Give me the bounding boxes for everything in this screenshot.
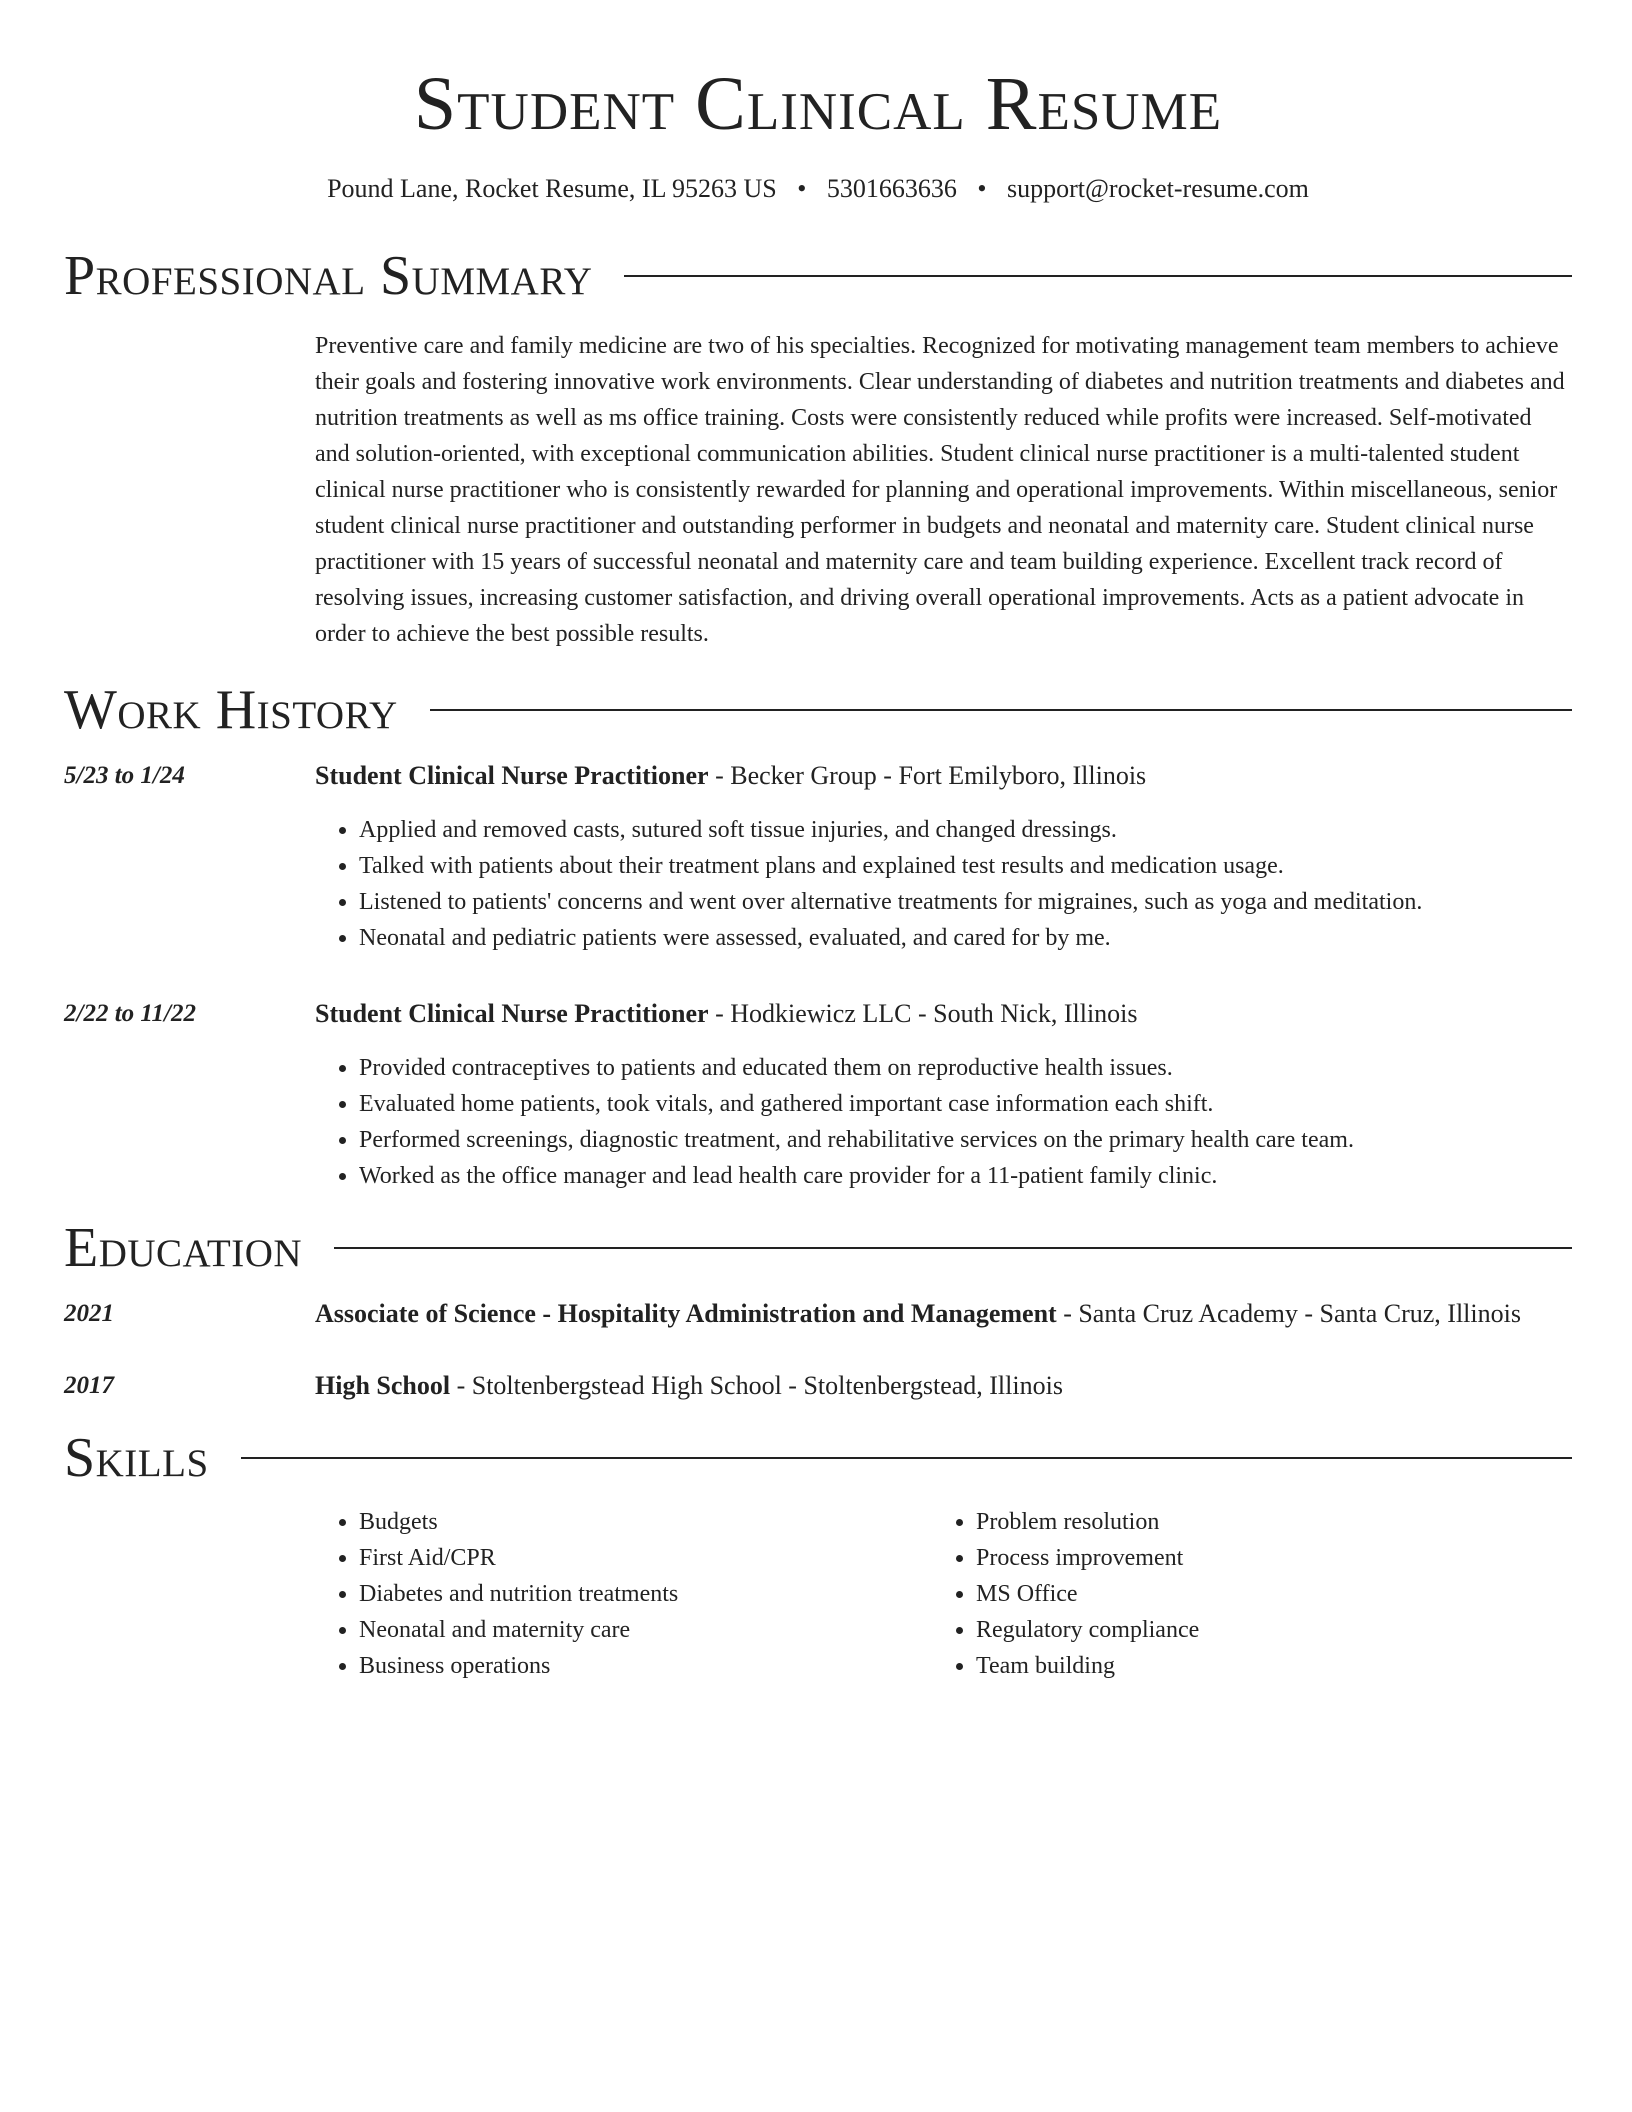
education-entry	[64, 1296, 1572, 1332]
skills-heading: Skills	[64, 1427, 209, 1489]
job-duties-list	[315, 812, 1572, 956]
education-title-line	[315, 1296, 1572, 1332]
job-title: Student Clinical Nurse Practitioner	[315, 761, 709, 790]
contact-phone: 5301663636	[826, 174, 957, 203]
education-year: 2017	[64, 1372, 114, 1399]
skill-item: • Budgets	[359, 1504, 932, 1540]
list-item: • Evaluated home patients, took vitals, and gathered important case information each shift.	[359, 1086, 1572, 1122]
summary-heading: Professional Summary	[64, 245, 593, 307]
list-item: • Performed screenings, diagnostic treatment, and rehabilitative services on the primary health care team.	[359, 1122, 1572, 1158]
skills-columns	[315, 1504, 1572, 1684]
resume-page	[64, 0, 1572, 1684]
contact-email: support@rocket-resume.com	[1006, 174, 1309, 203]
skill-item: • Team building	[976, 1648, 1549, 1684]
education-school: - Stoltenbergstead High School - Stoltenbergstead, Illinois	[450, 1371, 1063, 1400]
skills-list-right	[932, 1504, 1549, 1684]
education-entry	[64, 1368, 1572, 1404]
education-year: 2021	[64, 1300, 114, 1327]
list-item: • Applied and removed casts, sutured soft tissue injuries, and changed dressings.	[359, 812, 1572, 848]
list-item: • Neonatal and pediatric patients were assessed, evaluated, and cared for by me.	[359, 920, 1572, 956]
education-title-line	[315, 1368, 1572, 1404]
section-divider	[624, 275, 1572, 277]
skill-item: • Neonatal and maternity care	[359, 1612, 932, 1648]
section-divider	[430, 709, 1572, 711]
skill-item: • Problem resolution	[976, 1504, 1549, 1540]
job-body	[315, 758, 1572, 956]
section-divider	[241, 1457, 1572, 1459]
job-title-line	[315, 758, 1572, 794]
education-body	[315, 1368, 1572, 1404]
education-degree: Associate of Science - Hospitality Administration and Management	[315, 1299, 1057, 1328]
skill-item: • Regulatory compliance	[976, 1612, 1549, 1648]
bullet-separator: •	[797, 174, 807, 203]
skill-item: • First Aid/CPR	[359, 1540, 932, 1576]
job-employer: - Hodkiewicz LLC - South Nick, Illinois	[708, 999, 1138, 1028]
list-item: • Provided contraceptives to patients and educated them on reproductive health issues.	[359, 1050, 1572, 1086]
job-dates: 2/22 to 11/22	[64, 1000, 196, 1027]
skill-item: • MS Office	[976, 1576, 1549, 1612]
resume-name: Student Clinical Resume	[413, 62, 1223, 146]
job-entry	[64, 996, 1572, 1194]
list-item: • Talked with patients about their treatment plans and explained test results and medication usage.	[359, 848, 1572, 884]
contact-line	[64, 172, 1572, 206]
section-divider	[334, 1247, 1572, 1249]
job-dates: 5/23 to 1/24	[64, 762, 185, 789]
summary-section-header	[64, 244, 1572, 308]
job-title: Student Clinical Nurse Practitioner	[315, 999, 709, 1028]
education-school: - Santa Cruz Academy - Santa Cruz, Illinois	[1056, 1299, 1521, 1328]
list-item: • Worked as the office manager and lead health care provider for a 11-patient family clinic.	[359, 1158, 1572, 1194]
education-degree: High School	[315, 1371, 451, 1400]
work-heading: Work History	[64, 679, 398, 741]
job-entry	[64, 758, 1572, 956]
summary-text: Preventive care and family medicine are two of his specialties. Recognized for motivating management team members to achieve their goals and fostering innovative work environments. Clear understanding of diabetes and nutrition treatments and diabetes and nutrition treatments as well as ms office training. Costs were consistently reduced while profits were increased. Self-motivated and solution-oriented, with exceptional communication abilities. Student clinical nurse practitioner is a multi-talented student clinical nurse practitioner who is consistently rewarded for planning and operational improvements. Within miscellaneous, senior student clinical nurse practitioner and outstanding performer in budgets and neonatal and maternity care. Student clinical nurse practitioner with 15 years of successful neonatal and maternity care and team building experience. Excellent track record of resolving issues, increasing customer satisfaction, and driving overall operational improvements. Acts as a patient advocate in order to achieve the best possible results.	[315, 333, 1565, 647]
education-heading: Education	[64, 1217, 303, 1279]
skill-item: • Process improvement	[976, 1540, 1549, 1576]
skill-item: • Diabetes and nutrition treatments	[359, 1576, 932, 1612]
job-duties-list	[315, 1050, 1572, 1194]
work-section-header	[64, 678, 1572, 742]
skills-list-left	[315, 1504, 932, 1684]
bullet-separator: •	[977, 174, 987, 203]
job-employer: - Becker Group - Fort Emilyboro, Illinois	[708, 761, 1147, 790]
job-body	[315, 996, 1572, 1194]
list-item: • Listened to patients' concerns and went over alternative treatments for migraines, such as yoga and meditation.	[359, 884, 1572, 920]
skills-section-header	[64, 1426, 1572, 1490]
skill-item: • Business operations	[359, 1648, 932, 1684]
education-section-header	[64, 1216, 1572, 1280]
contact-address: Pound Lane, Rocket Resume, IL 95263 US	[327, 174, 777, 203]
job-title-line	[315, 996, 1572, 1032]
education-body	[315, 1296, 1572, 1332]
